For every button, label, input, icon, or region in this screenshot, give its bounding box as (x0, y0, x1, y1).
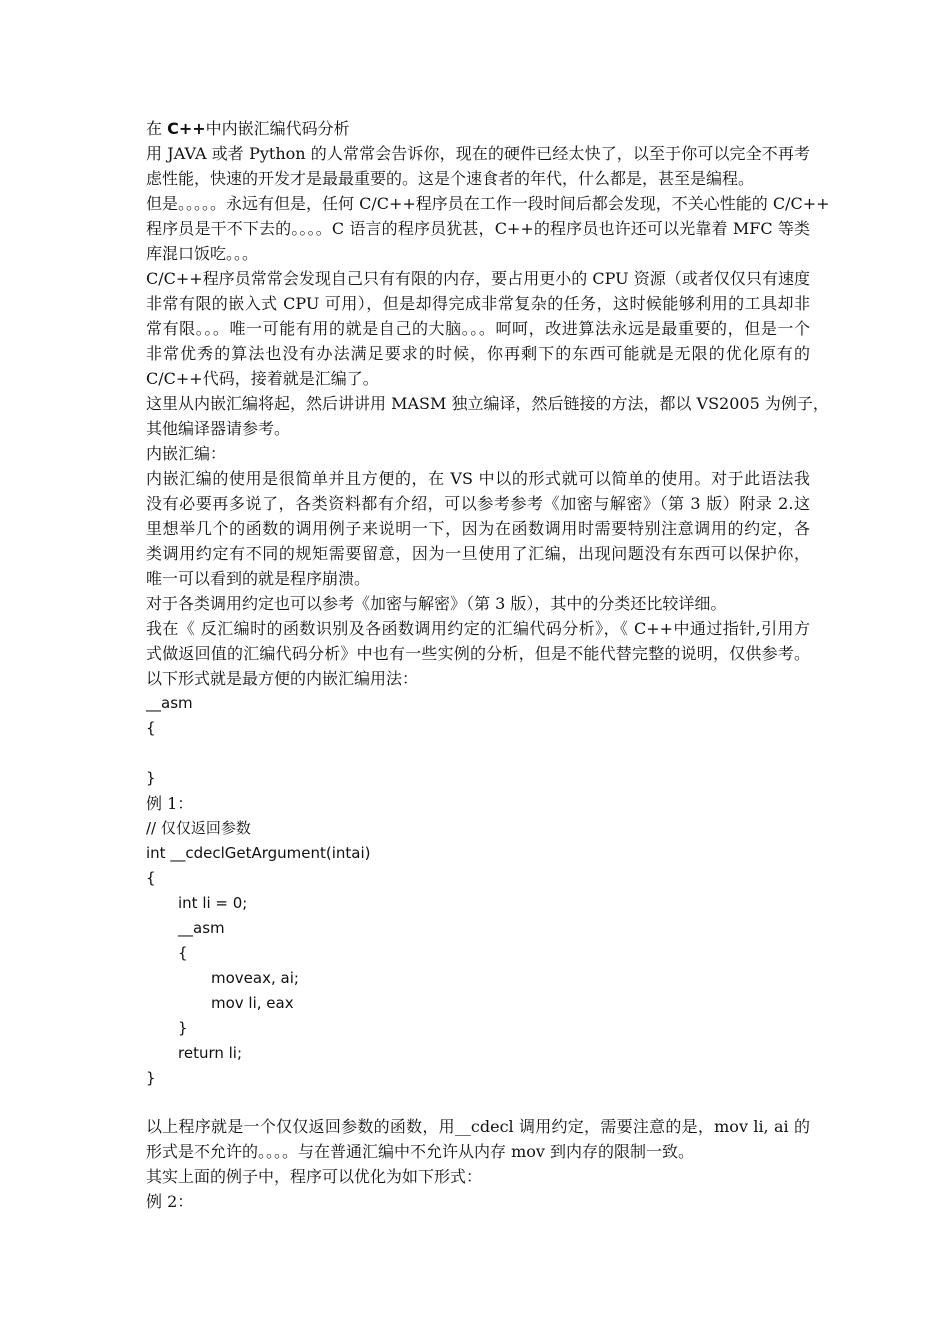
paragraph-line: 其他编译器请参考。 (146, 419, 291, 438)
paragraph-line: 类调用约定有不同的规矩需要留意，因为一旦使用了汇编，出现问题没有东西可以保护你， (146, 544, 810, 563)
section-heading: 内嵌汇编： (146, 444, 227, 463)
code-line: { (146, 869, 156, 887)
paragraph-line: 程序员是干不下去的。。。。C 语言的程序员犹甚，C++的程序员也许还可以光靠着 MFC 等类 (146, 219, 810, 238)
code-comment: // 仅仅返回参数 (146, 819, 251, 837)
code-line: { (146, 719, 156, 737)
paragraph-line: 非常有限的嵌入式 CPU 可用），但是却得完成非常复杂的任务，这时候能够利用的工具却非 (146, 294, 810, 313)
paragraph-line: 虑性能，快速的开发才是最最重要的。这是个速食者的年代，什么都是，甚至是编程。 (146, 169, 755, 188)
paragraph-line: 里想举几个的函数的调用例子来说明一下，因为在函数调用时需要特别注意调用的约定，各 (146, 519, 810, 538)
paragraph-line: 以上程序就是一个仅仅返回参数的函数，用__cdecl 调用约定，需要注意的是，mov li, ai 的 (146, 1117, 810, 1136)
code-line: int __cdeclGetArgument(intai) (146, 844, 371, 862)
code-line: mov li, eax (211, 994, 294, 1012)
paragraph-line: 我在《 反汇编时的函数识别及各函数调用约定的汇编代码分析》，《 C++中通过指针,引用方 (146, 619, 810, 638)
code-line: } (146, 769, 156, 787)
paragraph-line: 没有必要再多说了，各类资料都有介绍，可以参考参考《加密与解密》（第 3 版）附录 2.这 (146, 494, 810, 513)
code-line: __asm (146, 694, 193, 712)
paragraph-line: 非常优秀的算法也没有办法满足要求的时候，你再剩下的东西可能就是无限的优化原有的 (146, 344, 810, 363)
code-line: } (146, 1069, 156, 1087)
paragraph-line: 唯一可以看到的就是程序崩溃。 (146, 569, 371, 588)
paragraph-line: 对于各类调用约定也可以参考《加密与解密》（第 3 版），其中的分类还比较详细。 (146, 594, 727, 613)
code-line: moveax, ai; (211, 969, 299, 987)
paragraph-line: 其实上面的例子中，程序可以优化为如下形式： (146, 1167, 483, 1186)
paragraph-line: C/C++代码，接着就是汇编了。 (146, 369, 379, 388)
example-label: 例 1： (146, 794, 194, 813)
paragraph-line: C/C++程序员常常会发现自己只有有限的内存，要占用更小的 CPU 资源（或者仅仅只有速度 (146, 269, 810, 288)
paragraph-line: 这里从内嵌汇编将起，然后讲讲用 MASM 独立编译，然后链接的方法，都以 VS2005 为例子， (146, 394, 829, 413)
paragraph-line: 用 JAVA 或者 Python 的人常常会告诉你，现在的硬件已经太快了，以至于你可以完全不再考 (146, 144, 810, 163)
paragraph-line: 以下形式就是最方便的内嵌汇编用法： (146, 669, 419, 688)
paragraph-line: 常有限。。。唯一可能有用的就是自己的大脑。。。呵呵，改进算法永远是最重要的，但是一个 (146, 319, 810, 338)
paragraph-line: 式做返回值的汇编代码分析》中也有一些实例的分析，但是不能代替完整的说明，仅供参考。 (146, 644, 810, 663)
paragraph-line: 但是。。。。。永远有但是，任何 C/C++程序员在工作一段时间后都会发现，不关心性能的 C/C++ (146, 194, 830, 213)
paragraph-line: 形式是不允许的。。。。与在普通汇编中不允许从内存 mov 到内存的限制一致。 (146, 1142, 695, 1161)
code-line: __asm (178, 919, 225, 937)
paragraph-line: 库混口饭吃。。。 (146, 244, 259, 263)
document-title: 在 C++中内嵌汇编代码分析 (146, 119, 350, 138)
paragraph-line: 内嵌汇编的使用是很简单并且方便的，在 VS 中以的形式就可以简单的使用。对于此语法我 (146, 469, 810, 488)
code-line: return li; (178, 1044, 243, 1062)
code-line: { (178, 944, 188, 962)
example-label: 例 2： (146, 1192, 194, 1211)
code-line: int li = 0; (178, 894, 248, 912)
code-line: } (178, 1019, 188, 1037)
